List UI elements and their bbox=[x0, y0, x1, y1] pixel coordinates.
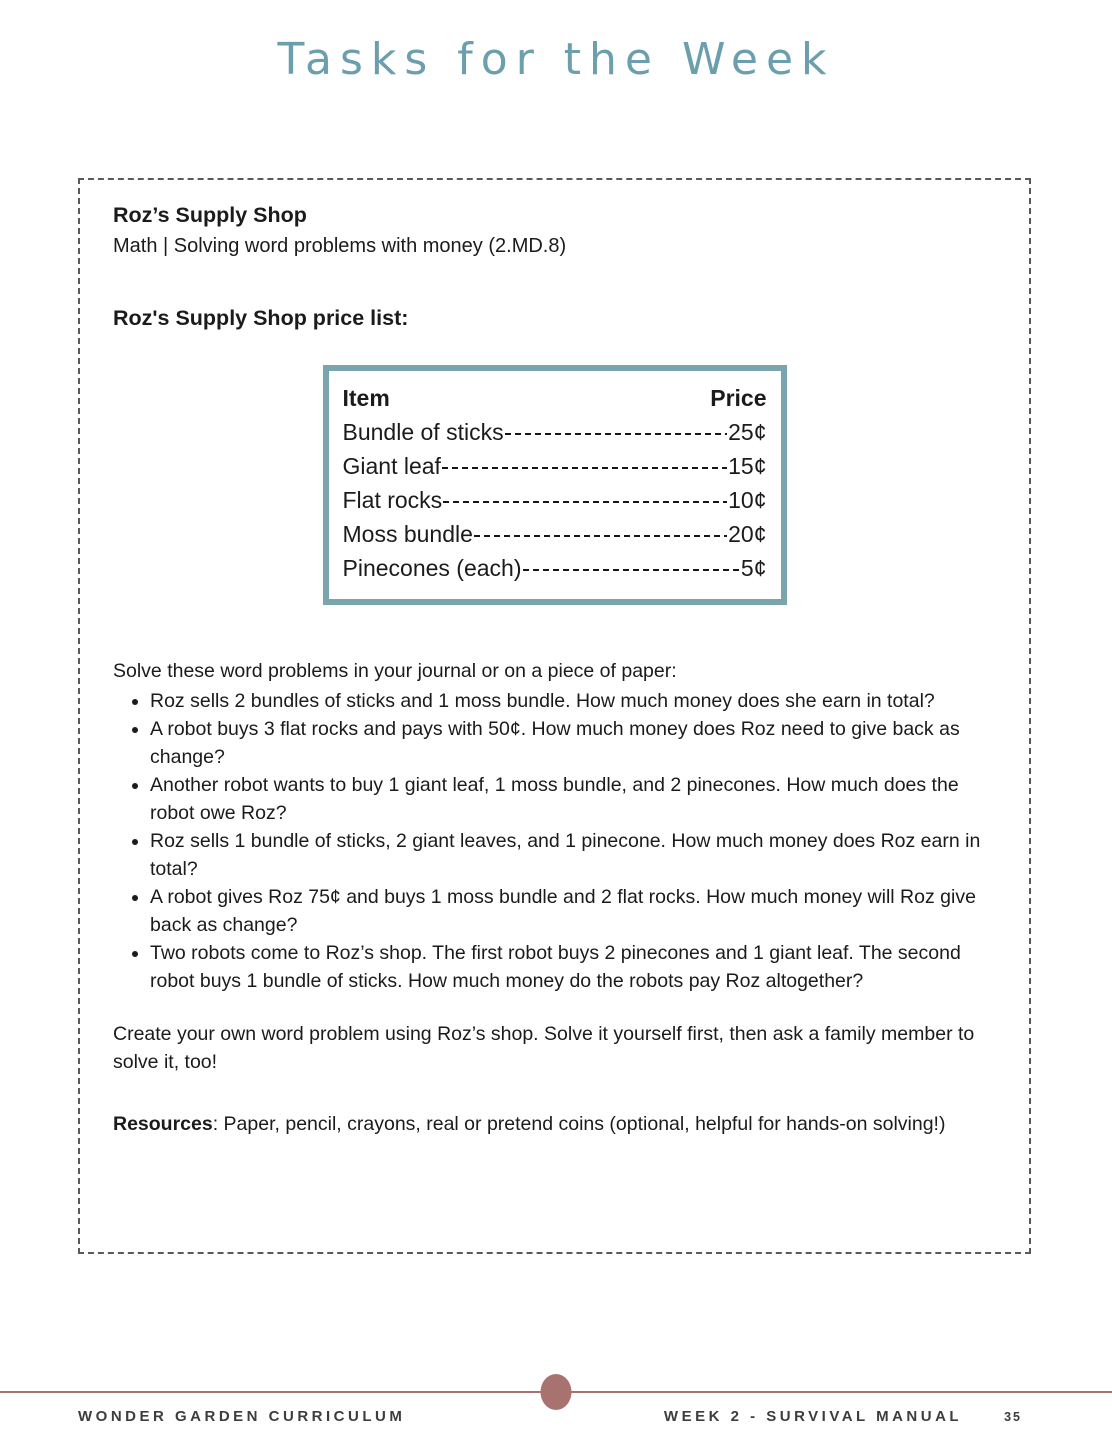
resources-label: Resources bbox=[113, 1112, 213, 1135]
activity-subject-line: Math | Solving word problems with money (2.MD.8) bbox=[113, 234, 567, 257]
footer-curriculum-name: WONDER GARDEN CURRICULUM bbox=[78, 1408, 406, 1425]
word-problem-item: • Roz sells 2 bundles of sticks and 1 moss bundle. How much money does she earn in total? bbox=[150, 687, 996, 715]
word-problem-item: • A robot gives Roz 75¢ and buys 1 moss bundle and 2 flat rocks. How much money will Roz give back as change? bbox=[150, 883, 996, 939]
price-row bbox=[343, 415, 767, 449]
dash-leader bbox=[443, 501, 727, 503]
word-problem-item: • Another robot wants to buy 1 giant leaf, 1 moss bundle, and 2 pinecones. How much does the robot owe Roz? bbox=[150, 771, 996, 827]
price-row-item: Pinecones (each) bbox=[342, 554, 522, 581]
dash-leader bbox=[442, 467, 727, 469]
price-row bbox=[343, 483, 767, 517]
word-problem-list bbox=[113, 687, 996, 995]
word-problem-item: • Two robots come to Roz’s shop. The first robot buys 2 pinecones and 1 giant leaf. The second robot buys 1 bundle of sticks. How much money do the robots pay Roz altogether? bbox=[150, 939, 996, 995]
price-row-price: 10¢ bbox=[728, 486, 767, 513]
price-table bbox=[323, 365, 787, 605]
footer bbox=[78, 1408, 1022, 1425]
price-row bbox=[343, 517, 767, 551]
footer-dot-ornament bbox=[541, 1374, 572, 1410]
dash-leader bbox=[474, 535, 727, 537]
instructions-intro: Solve these word problems in your journal or on a piece of paper: bbox=[113, 659, 677, 682]
price-row-item: Bundle of sticks bbox=[342, 418, 504, 445]
price-row-price: 20¢ bbox=[728, 520, 767, 547]
price-row-price: 25¢ bbox=[728, 418, 767, 445]
extension-instruction: Create your own word problem using Roz’s shop. Solve it yourself first, then ask a family member to solve it, too! bbox=[113, 1022, 975, 1073]
dash-leader bbox=[523, 569, 740, 571]
activity-title: Roz’s Supply Shop bbox=[113, 203, 307, 227]
page-number: 35 bbox=[1004, 1410, 1022, 1424]
price-row-price: 5¢ bbox=[740, 554, 767, 581]
resources-text: : Paper, pencil, crayons, real or pretend coins (optional, helpful for hands-on solving!) bbox=[212, 1112, 946, 1135]
dash-leader bbox=[505, 433, 728, 435]
resources-line bbox=[113, 1110, 996, 1138]
price-table-item-header: Item bbox=[342, 384, 390, 411]
price-table-price-header: Price bbox=[710, 384, 767, 411]
price-list-heading: Roz's Supply Shop price list: bbox=[113, 305, 409, 330]
word-problem-item: • Roz sells 1 bundle of sticks, 2 giant leaves, and 1 pinecone. How much money does Roz earn in total? bbox=[150, 827, 996, 883]
price-row-item: Moss bundle bbox=[342, 520, 473, 547]
price-row bbox=[343, 449, 767, 483]
task-card bbox=[78, 178, 1031, 1254]
price-row-price: 15¢ bbox=[728, 452, 767, 479]
price-row bbox=[343, 551, 767, 585]
price-row-item: Flat rocks bbox=[342, 486, 443, 513]
footer-week-label: WEEK 2 - SURVIVAL MANUAL bbox=[663, 1408, 963, 1425]
price-table-header bbox=[343, 381, 767, 415]
price-row-item: Giant leaf bbox=[342, 452, 441, 479]
word-problem-item: • A robot buys 3 flat rocks and pays with 50¢. How much money does Roz need to give back as change? bbox=[150, 715, 996, 771]
page-title: Tasks for the Week bbox=[277, 34, 835, 85]
